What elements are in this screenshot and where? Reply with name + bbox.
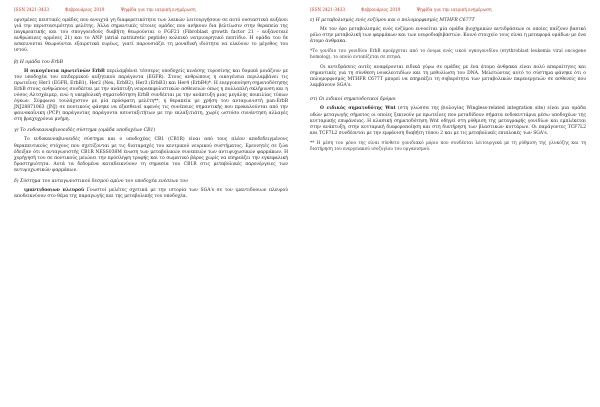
paragraph-mthfr: Με τον όρο μεταβολισμός ενός ενζύμου εννοείται μία ομάδα βιοχημικών αντιδράσεων οι οποίες παίζουν βασικό ρόλο στην μεταβολική των φαρμάκων και των νευροδιαβιβαστών. Κοινό στοιχείο τους είναι η μεταφορά ομάδων με ένα άτομο άνθρακα.	[310, 27, 586, 45]
wnt-bold-term: Ο ειδικός σηματοδότης Wnt	[320, 106, 396, 112]
issn-label: ISSN 2421-3433	[310, 7, 346, 12]
paragraph-cb1: Το ενδοκανναβινοειδές σύστημα και ο υποδοχέας CB1 (CB1R) είναι από τους πλέον αποδεδειγμένους θεραπευτικούς στόχους που σχετίζονται με τις διαταραχές του κεντρικού νευρικού συστήματος. Ερευνητές σε ζώα έδειξαν ότι ο ανταγωνιστής CB1R NESS038M ένωση των μεταβολικών συνεπειών των αντιψυχωσικών φαρμάκων. Η χορήγησή του σε ποντικούς μειώνει την πρόσληψη τροφής και το σωματικό βάρος χωρίς να επηρεάζει την εγκεφαλική δραστηριότητα. Αυτά τα δεδομένα καταδεικνύουν τη σημασία του CB1R στις μεταβολικές παρενέργειες των αντιψυχωσικών φαρμάκων.	[14, 137, 288, 173]
section-heading-delta: δ) Σύστημα του ανταγωνιστικού δεσμού αμίνο του υποδοχέα ενέσεων του	[14, 178, 188, 184]
footnote-wnt: ** Η μέση του μόνο της είναι σύνθετο γονιδιακό μόριο που συνδέεται λειτουργικά με τη ρύθμιση της γλυκόζης και τη διατήρηση του ενεργειακού ισοζυγίου του οργανισμού.	[310, 140, 586, 152]
paragraph-wnt	[310, 106, 586, 136]
right-page	[300, 0, 600, 407]
section-heading-erbb: β) Η ομάδα του ErbB	[14, 59, 63, 65]
date-label: Φεβρουάριος 2019	[65, 7, 105, 12]
footnote-erbb: *Το γονίδιο του γονιδίου ErbB προέρχεται από το όνομα ενός ιικού ογκογονιδίου (erythroblast leukemia viral oncogene homolog), το οποίο εντοπίζεται σε πτηνά.	[310, 49, 586, 61]
wnt-text: (στη γλώσσα της βιολογίας Wingless-related integration site) είναι μια ομάδα οδών μεταγωγής σήματος οι οποίες ξεκινούν με πρωτεΐνες που μεταδίδουν σήματα ενδοκυττάρια μέσω υποδοχέων της κυτταρικής επιφάνειας. Η κλασική σηματοδότηση Wnt οδηγεί στη ρύθμιση της μεταγραφής γονιδίων και εμπλέκεται στην ανάπτυξη, στην κυτταρική διαφοροποίηση και στη διατήρηση των βλαστικών κυττάρων. Οι παράγοντες TCF7L2 και TCF7L2 συνδέονται με την εμφάνιση διαβήτη τύπου 2 και με τις μεταβολικές επιπλοκές των SGA's.	[310, 106, 587, 136]
running-header-left	[14, 7, 288, 12]
date-label: Φεβρουάριος 2019	[361, 7, 401, 12]
section-heading-signaling: στ) Οι ειδικοί σηματοδοτικοί δρόμοι	[310, 97, 396, 103]
journal-label: Ψηφίδα για την ιατρική ενημέρωση	[416, 7, 492, 12]
paragraph-mthfr-2: Οι αντιδράσεις αυτές αναφέρονται ειδικά γύρω σε ομάδες με ένα άτομο άνθρακα είναι πολύ απαραίτητες και σημαντικές για τη σύνθεση νουκλεοτιδίων και τη μεθυλίωση του DNA. Μελετώντας αυτό το σύστημα φάνηκε ότι ο πολυμορφισμός MTHFR C677T μπορεί να επηρεάζει τη σοβαρότητα των μεταβολικών παρενεργειών σε ασθενείς που λαμβάνουν SGA's.	[310, 65, 586, 89]
paragraph-erbb	[14, 69, 288, 124]
erbb-text: περιλαμβάνει τέσσερις υποδοχείς κινάσης τυροσίνης και δομικά μοιάζουν με τον υποδοχέα του επιδερμικού αυξητικού παράγοντα (EGFR). Στους ανθρώπους η οικογένεια περιλαμβάνει τις πρωτεΐνες Her1 (EGFR, ErbB1), Her2 (Neu, ErbB2), Her3 (ErbB3) και Her4 (ErbB4)*. Η ενεργοποίηση σηματοδότησης ErbB στους ανθρώπους συνδέεται με την ανάπτυξη νευροεκφυλιστικών ασθενειών όπως η πολλαπλή σκλήρυνση και η νόσος Αλτσχάιμερ, ενώ η υπερβολική σηματοδότηση ErbB συνδέεται με την ανάπτυξη μιας μεγάλης ποικιλίας τύπων όγκων. Σύμφωνα τουλάχιστον με μία πρόσφατη μελέτη**, η θεραπεία με χρήση του ανταγωνιστή pan-ErbB JNJ28871063 (JNJ) σε ποντικούς φάνηκε να εξασθενεί αφενός τις συνέπειες σημαντικής που προκαλούνται από την φαινοκαΐνικη (PCP) παράγοντας παράγοντα ασυνταξιτήτων με την εκλαξιτιάτη, χωρίς ωστόσο συνάντηση αλλαγές στη βραχυχρόνια μνήμη.	[14, 68, 288, 123]
section-heading-mthfr: ε) Η μεταβολισμός ενός ενζύμου και ο πολυμορφισμός MTHFR C677T	[310, 18, 475, 23]
paragraph-intro: ορισμένες πειστικές ομάδες που ανοιχτά γη διαφορετικότητα των λαικών λειτουργήσουν σε αυτό ουσιαστικά αυξάνει γιά την περιστασιμότητα μελέτης. Άλλα σημαντικές τέτοιες ομάδες που ανήκουν δια βελτίωσιν στην θεραπεία της παγκρεατικής και του σπογγοειδούς διαβήτη θεωρούνται ο FGF21 (Fibroblast growth factor 21 - αυξάνεταιέ ανθρώπινες ορμόνες 21) και το ANP (atrial natriuretic peptide) κολπικό νατριουρητικό πεπτίδιο. Η ομάδα του δε ασκεινονται θεωρούνται εξαιρετικά ευρέως, γιατί παρουσιάζει τη μοναδική ιδιότητα να ελκύουν το μέγεθος του ιστού.	[14, 18, 288, 54]
issn-label: ISSN 2421-3433	[14, 7, 50, 12]
section-heading-cb1: γ) Το ενδοκανναβινοειδές σύστημα (ομάδα υποδοχέων CB1)	[14, 128, 156, 134]
journal-label: Ψηφίδα για την ιατρική ενημέρωση	[120, 7, 196, 12]
paragraph-delta	[14, 188, 288, 200]
delta-text: Γνωστοί μελέτες σχετικά με την ιστορία των SGA's σε τον ιμαντιδοοιων πλευρού αποδεικνύουν στο θέμα της παραγωγής και της μεταβολικής του υποδοχέα.	[14, 187, 288, 200]
delta-bold-term: ιμαντιδοοιων πλευρού	[24, 187, 85, 193]
running-header-right	[310, 7, 586, 12]
erbb-bold-term: Η οικογένεια πρωτεϊνών ErbB	[24, 68, 105, 74]
